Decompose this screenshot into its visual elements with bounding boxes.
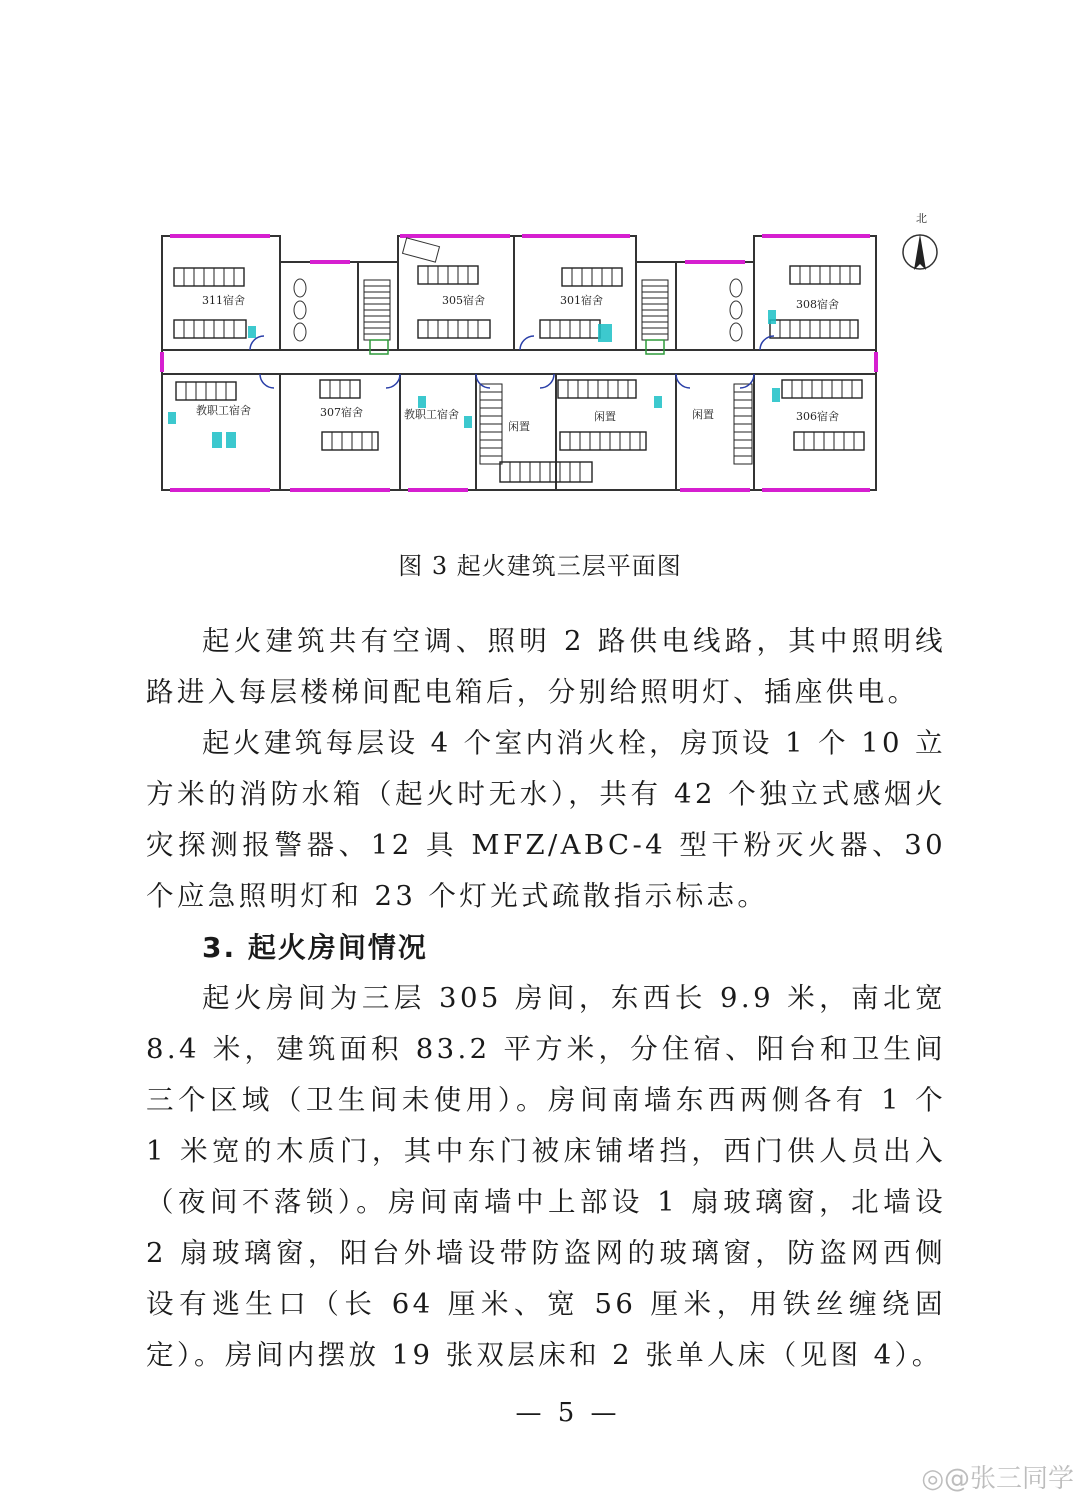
room-label-staff-1: 教职工宿舍 [196, 404, 251, 417]
room-label-staff-2: 教职工宿舍 [404, 408, 459, 421]
compass-label: 北 [916, 212, 927, 225]
watermark: ◎@张三同学 [921, 1464, 1074, 1494]
section-heading: 3. 起火房间情况 [202, 931, 428, 964]
room-label-idle-1: 闲置 [508, 420, 530, 433]
paragraph-power-supply: 起火建筑共有空调、照明 2 路供电线路，其中照明线路进入每层楼梯间配电箱后，分别给照明灯、插座供电。 [146, 625, 946, 708]
body-text [146, 616, 946, 1381]
plan-bathroom-fixtures [294, 238, 742, 341]
paragraph-fire-room: 起火房间为三层 305 房间，东西长 9.9 米，南北宽 8.4 米，建筑面积 83.2 平方米，分住宿、阳台和卫生间三个区域（卫生间未使用）。房间南墙东西两侧各有 1 个 1 米宽的木质门，其中东门被床铺堵挡，西门供人员出入（夜间不落锁）。房间南墙中上部设 1 扇玻璃窗，北墙设 2 扇玻璃窗，阳台外墙设带防盗网的玻璃窗，防盗网西侧设有逃生口（长 64 厘米、宽 56 厘米，用铁丝缠绕固定）。房间内摆放 19 张双层床和 2 张单人床（见图 4）。 [146, 982, 946, 1371]
north-arrow-icon [903, 212, 937, 270]
floor-plan-figure [150, 200, 950, 510]
room-label-301: 301宿舍 [560, 294, 603, 307]
room-label-idle-2: 闲置 [594, 410, 616, 423]
room-label-307: 307宿舍 [320, 406, 363, 419]
plan-windows [162, 236, 876, 490]
room-label-305: 305宿舍 [442, 294, 485, 307]
plan-stair-markers [370, 340, 664, 354]
room-label-306: 306宿舍 [796, 410, 839, 423]
room-label-308: 308宿舍 [796, 298, 839, 311]
paragraph-fire-equipment: 起火建筑每层设 4 个室内消火栓，房顶设 1 个 10 立方米的消防水箱（起火时无水），共有 42 个独立式感烟火灾探测报警器、12 具 MFZ/ABC-4 型干粉灭火器、30 个应急照明灯和 23 个灯光式疏散指示标志。 [146, 727, 946, 912]
room-label-idle-3: 闲置 [692, 408, 714, 421]
page-number-text: — 5 — [515, 1398, 621, 1428]
plan-room-labels [196, 293, 839, 433]
plan-equipment [168, 310, 780, 448]
plan-stairs [364, 280, 752, 464]
page-number [0, 1398, 1080, 1428]
plan-walls [162, 236, 876, 490]
room-label-311: 311宿舍 [202, 294, 245, 307]
figure-caption: 图 3 起火建筑三层平面图 [398, 552, 682, 580]
